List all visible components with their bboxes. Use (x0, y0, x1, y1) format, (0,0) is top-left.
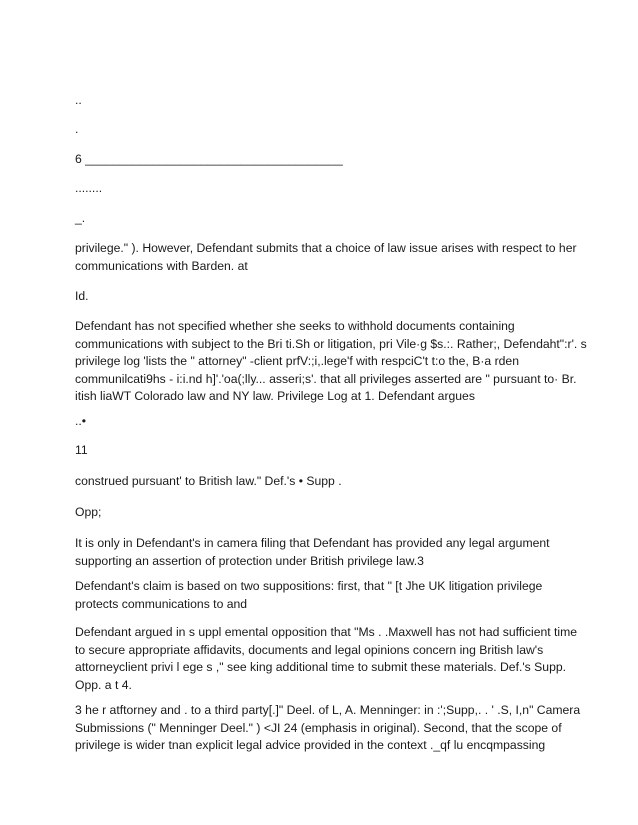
paragraph-line: privilege." ). However, Defendant submits that a choice of law issue arises with respect to her (75, 241, 577, 255)
paragraph-line: communilcati9hs - i:i.nd h]'.'oa(;lly... asseri;s'. that all privileges asserted are " pursuant to· Br. (75, 371, 577, 386)
paragraph-british-law (75, 473, 575, 491)
paragraph-line: communications with Barden. at (75, 258, 248, 273)
paragraph-line: Opp. a t 4. (75, 677, 132, 692)
paragraph-in-camera (75, 535, 575, 570)
paragraph-footnote-3 (75, 702, 581, 755)
paragraph-supplemental-opposition (75, 624, 578, 694)
paragraph-line: construed pursuant' to British law." Def.'s • Supp . (75, 474, 342, 488)
paragraph-line: Defendant argued in s uppl emental opposition that "Ms . .Maxwell has not had sufficient time (75, 625, 578, 639)
paragraph-line: attorneyclient privi l ege s ," see king additional time to submit these materials. Def.'s Supp. (75, 660, 567, 674)
citation-id: Id. (75, 289, 89, 303)
paragraph-line: to secure appropriate affidavits, documents and legal opinions concern ing British law's (75, 642, 544, 657)
paragraph-line: privilege log 'lists the " attorney" -client prfV:;i,.lege'f with respciC't t:o the, B·a rden (75, 354, 519, 368)
fragment-dot: . (75, 122, 79, 136)
fragment-dots: ........ (75, 181, 103, 195)
paragraph-privilege-log (75, 318, 587, 406)
paragraph-line: 3 he r atftorney and . to a third party[.]" Deel. of L, A. Menninger: in :';Supp,. . ' .S, I,n" Camera (75, 703, 581, 717)
paragraph-line: communications with subject to the Bri ti.Sh or litigation, pri Vile·g $s.:. Rather;, Defendaht":r'. s (75, 336, 587, 351)
paragraph-line: It is only in Defendant's in camera filing that Defendant has provided any legal argument (75, 536, 550, 550)
paragraph-choice-of-law (75, 240, 575, 275)
fragment-bullet: ..• (75, 414, 87, 428)
fragment-underscore: _. (75, 211, 86, 225)
paragraph-line: privilege is wider tnan explicit legal advice provided in the context ._qf lu encqmpassing (75, 738, 546, 752)
paragraph-suppositions (75, 578, 575, 613)
fragment-dots: .. (75, 93, 82, 107)
paragraph-line: Defendant's claim is based on two suppositions: first, that " [t Jhe UK litigation privilege (75, 579, 543, 593)
paragraph-line: itish liaWT Colorado law and NY law. Privilege Log at 1. Defendant argues (75, 389, 475, 403)
paragraph-line: Submissions (" Menninger Deel." ) <JI 24 (emphasis in original). Second, that the scope of (75, 720, 562, 735)
footnote-marker: 6 ______________________________________ (75, 152, 343, 166)
page-number: 11 (75, 443, 88, 457)
paragraph-line: supporting an assertion of protection under British privilege law.3 (75, 553, 424, 568)
citation-opp: Opp; (75, 505, 102, 519)
paragraph-line: Defendant has not specified whether she seeks to withhold documents containing (75, 319, 515, 333)
paragraph-line: protects communications to and (75, 596, 248, 611)
